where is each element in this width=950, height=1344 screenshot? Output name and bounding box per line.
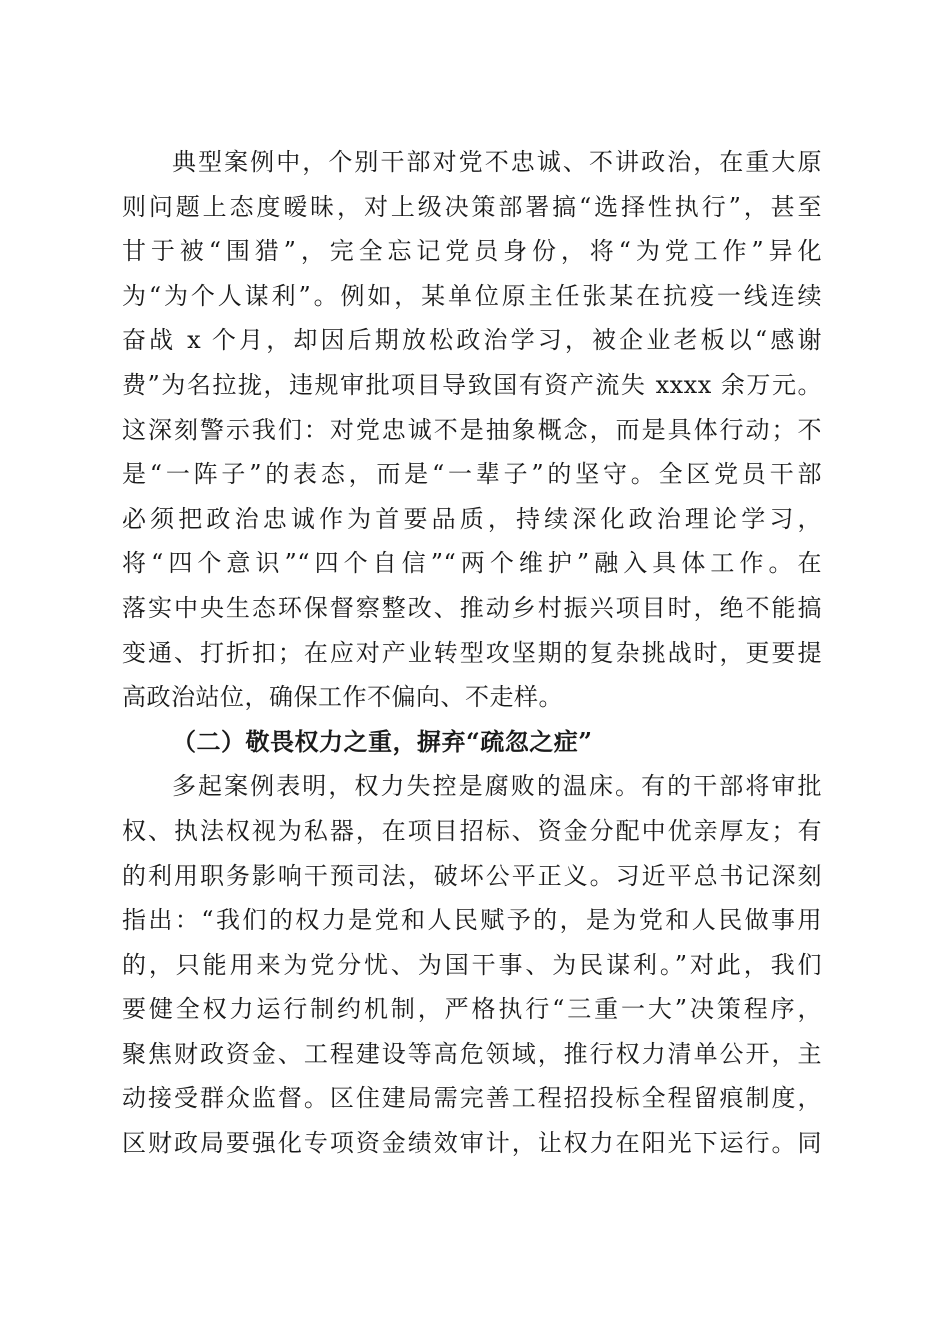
section-heading: （二）敬畏权力之重，摒弃“疏忽之症” (172, 726, 593, 756)
paragraph-line: 将“四个意识”“四个自信”“两个维护”融入具体工作。在 (122, 549, 822, 578)
paragraph-line: 是“一阵子”的表态，而是“一辈子”的坚守。全区党员干部 (122, 460, 822, 489)
paragraph-line: 聚焦财政资金、工程建设等高危领域，推行权力清单公开，主 (122, 1039, 822, 1068)
paragraph-line: 必须把政治忠诚作为首要品质，持续深化政治理论学习， (122, 504, 822, 533)
paragraph-line: 为“为个人谋利”。例如，某单位原主任张某在抗疫一线连续 (122, 281, 822, 310)
paragraph-line: 费”为名拉拢，违规审批项目导致国有资产流失 xxxx 余万元。 (122, 370, 822, 399)
paragraph-line: 这深刻警示我们：对党忠诚不是抽象概念，而是具体行动；不 (122, 415, 822, 444)
paragraph-power (122, 764, 822, 1165)
paragraph-line: 的，只能用来为党分忧、为国干事、为民谋利。”对此，我们 (122, 950, 822, 979)
paragraph-line: 动接受群众监督。区住建局需完善工程招投标全程留痕制度， (122, 1084, 822, 1113)
paragraph-line: 奋战 x 个月，却因后期放松政治学习，被企业老板以“感谢 (122, 326, 822, 355)
paragraph-line: 多起案例表明，权力失控是腐败的温床。有的干部将审批 (172, 772, 822, 801)
paragraph-line: 落实中央生态环保督察整改、推动乡村振兴项目时，绝不能搞 (122, 593, 822, 622)
paragraph-loyalty (122, 140, 822, 720)
paragraph-line: 指出：“我们的权力是党和人民赋予的，是为党和人民做事用 (122, 906, 822, 935)
paragraph-line: 则问题上态度暧昧，对上级决策部署搞“选择性执行”，甚至 (122, 192, 822, 221)
paragraph-line: 甘于被“围猎”，完全忘记党员身份，将“为党工作”异化 (122, 237, 822, 266)
paragraph-line: 区财政局要强化专项资金绩效审计，让权力在阳光下运行。同 (122, 1129, 822, 1158)
paragraph-line: 权、执法权视为私器，在项目招标、资金分配中优亲厚友；有 (122, 816, 822, 845)
paragraph-line: 要健全权力运行制约机制，严格执行“三重一大”决策程序， (122, 995, 822, 1024)
document-body (122, 140, 822, 1166)
paragraph-line: 变通、打折扣；在应对产业转型攻坚期的复杂挑战时，更要提 (122, 638, 822, 667)
paragraph-line: 高政治站位，确保工作不偏向、不走样。 (122, 683, 563, 712)
paragraph-line: 典型案例中，个别干部对党不忠诚、不讲政治，在重大原 (172, 148, 822, 176)
paragraph-line: 的利用职务影响干预司法，破坏公平正义。习近平总书记深刻 (122, 861, 822, 890)
